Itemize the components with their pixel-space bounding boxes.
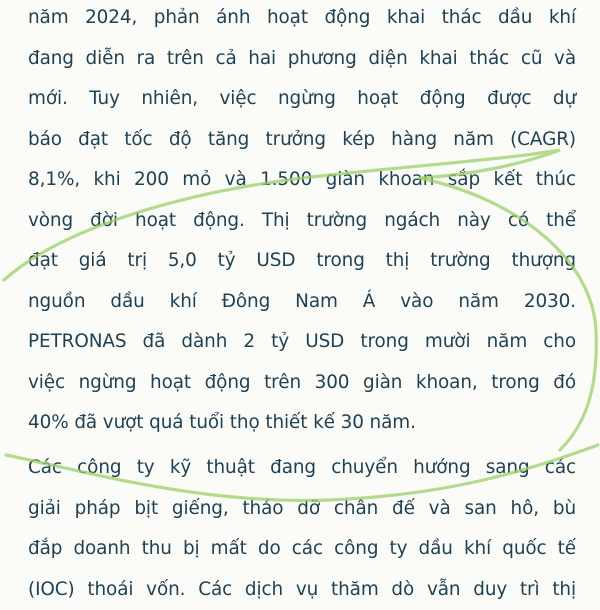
text-line: 8,1%, khi 200 mỏ và 1.500 giàn khoan sắp kết thúc bbox=[28, 160, 576, 201]
text-line: báo đạt tốc độ tăng trưởng kép hàng năm (CAGR) bbox=[28, 120, 576, 161]
text-line: đang diễn ra trên cả hai phương diện khai thác cũ và bbox=[28, 39, 576, 80]
text-line: đắp doanh thu bị mất do các công ty dầu khí quốc tế bbox=[28, 529, 576, 570]
paragraph-1 bbox=[28, 0, 576, 444]
text-line: năm 2024, phản ánh hoạt động khai thác dầu khí bbox=[28, 0, 576, 39]
text-line: giải pháp bịt giếng, tháo dỡ chân đế và san hô, bù bbox=[28, 489, 576, 530]
text-line: việc ngừng hoạt động trên 300 giàn khoan, trong đó bbox=[28, 363, 576, 404]
text-line: 40% đã vượt quá tuổi thọ thiết kế 30 năm. bbox=[28, 403, 576, 444]
text-line: PETRONAS đã dành 2 tỷ USD trong mười năm cho bbox=[28, 322, 576, 363]
text-line: mới. Tuy nhiên, việc ngừng hoạt động được dự bbox=[28, 79, 576, 120]
text-line: Các công ty kỹ thuật đang chuyển hướng sang các bbox=[28, 448, 576, 489]
paragraph-2 bbox=[28, 448, 576, 610]
text-line: (IOC) thoái vốn. Các dịch vụ thăm dò vẫn duy trì thị bbox=[28, 570, 576, 610]
text-line: vòng đời hoạt động. Thị trường ngách này có thể bbox=[28, 201, 576, 242]
text-line: đạt giá trị 5,0 tỷ USD trong thị trường thượng bbox=[28, 241, 576, 282]
text-line: nguồn dầu khí Đông Nam Á vào năm 2030. bbox=[28, 282, 576, 323]
